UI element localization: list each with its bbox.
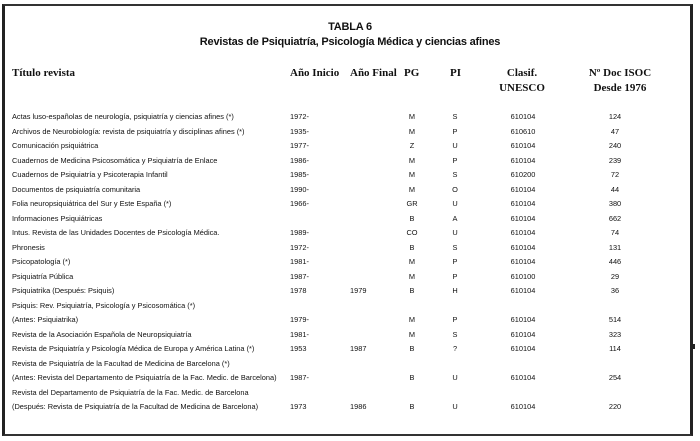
table-row [0, 342, 700, 356]
cell-clasif-unesco: 610200 [510, 170, 536, 179]
cell-pg: B [409, 344, 415, 353]
cell-ndoc-isoc: 662 [608, 213, 622, 223]
cell-clasif-unesco: 610104 [510, 112, 536, 121]
cell-ano-inicio: 1978 [290, 286, 307, 295]
cell-pi: A [452, 213, 458, 223]
table-row [0, 313, 700, 327]
cell-clasif-unesco: 610100 [510, 271, 536, 281]
cell-ano-inicio: 1981- [290, 329, 309, 339]
cell-ndoc-isoc: 514 [608, 315, 622, 324]
cell-titulo: Cuadernos de Psiquiatría y Psicoterapia Infantil [12, 170, 168, 179]
cell-clasif-unesco: 610104 [510, 155, 536, 165]
cell-titulo: Archivos de Neurobiología: revista de psiquiatría y disciplinas afines (*) [12, 126, 245, 136]
table-row [0, 400, 700, 414]
cell-ano-inicio: 1981- [290, 257, 309, 266]
cell-pg: Z [409, 141, 415, 150]
table-row [0, 125, 700, 139]
col-header-ndoc: Nº Doc ISOC [588, 67, 652, 79]
cell-clasif-unesco: 610104 [510, 228, 536, 237]
cell-titulo: (Antes: Psiquiatrika) [12, 315, 79, 324]
cell-ano-inicio: 1953 [290, 344, 307, 353]
cell-ano-inicio: 1989- [290, 228, 309, 237]
table-title: Revistas de Psiquiatría, Psicología Médica y ciencias afines [199, 36, 501, 48]
table-row [0, 139, 700, 153]
cell-clasif-unesco: 610104 [510, 286, 536, 295]
cell-pi: P [452, 126, 458, 136]
cell-titulo: (Después: Revista de Psiquiatría de la Facultad de Medicina de Barcelona) [12, 402, 259, 411]
cell-titulo: Documentos de psiquiatría comunitaria [12, 184, 141, 194]
cell-clasif-unesco: 610104 [510, 344, 536, 353]
cell-pi: P [452, 315, 458, 324]
cell-pi: P [452, 155, 458, 165]
cell-clasif-unesco: 610104 [510, 213, 536, 223]
cell-clasif-unesco: 610104 [510, 184, 536, 194]
cell-pg: M [408, 155, 416, 165]
cell-pi: U [452, 402, 458, 411]
cell-ano-inicio: 1935- [290, 126, 309, 136]
table-row [0, 110, 700, 124]
col-header-ano-final: Año Final [350, 67, 397, 79]
cell-ndoc-isoc: 74 [610, 228, 620, 237]
cell-clasif-unesco: 610104 [510, 242, 536, 252]
cell-ndoc-isoc: 47 [610, 126, 620, 136]
cell-ndoc-isoc: 254 [608, 373, 622, 382]
cell-clasif-unesco: 610104 [510, 257, 536, 266]
cell-clasif-unesco: 610104 [510, 199, 536, 208]
cell-titulo: Revista del Departamento de Psiquiatría de la Fac. Medic. de Barcelona [12, 387, 249, 397]
cell-ndoc-isoc: 380 [608, 199, 622, 208]
table-label: TABLA 6 [328, 21, 372, 33]
cell-pi: O [452, 184, 458, 194]
table-row [0, 197, 700, 211]
cell-ndoc-isoc: 36 [610, 286, 620, 295]
cell-ano-inicio: 1972- [290, 112, 309, 121]
table-row [0, 154, 700, 168]
cell-pi: S [452, 242, 458, 252]
cell-titulo: Revista de Psiquiatría de la Facultad de Medicina de Barcelona (*) [12, 358, 230, 368]
cell-titulo: Intus. Revista de las Unidades Docentes de Psicología Médica. [12, 228, 220, 237]
cell-ano-final: 1987 [350, 344, 367, 353]
cell-clasif-unesco: 610104 [510, 373, 536, 382]
cell-clasif-unesco: 610104 [510, 141, 536, 150]
cell-ndoc-isoc: 240 [608, 141, 622, 150]
cell-titulo: Cuadernos de Medicina Psicosomática y Psiquiatría de Enlace [12, 155, 218, 165]
cell-clasif-unesco: 610104 [510, 329, 536, 339]
cell-pi: S [452, 329, 458, 339]
cell-titulo: (Antes: Revista del Departamento de Psiquiatría de la Fac. Medic. de Barcelona) [12, 373, 277, 382]
cell-titulo: Psiquis: Rev. Psiquiatría, Psicología y Psicosomática (*) [12, 300, 196, 310]
col-header-ndoc-desde: Desde 1976 [593, 82, 647, 94]
cell-titulo: Revista de la Asociación Española de Neuropsiquiatría [12, 329, 192, 339]
cell-ano-inicio: 1986- [290, 155, 309, 165]
col-header-pi: PI [450, 67, 461, 79]
cell-pi: S [452, 112, 458, 121]
col-header-pg: PG [404, 67, 420, 79]
col-header-clasif: Clasif. [506, 67, 538, 79]
cell-ndoc-isoc: 220 [608, 402, 622, 411]
cell-ano-inicio: 1966- [290, 199, 309, 208]
col-header-clasif-unesco: UNESCO [499, 82, 545, 94]
cell-ndoc-isoc: 131 [608, 242, 622, 252]
cell-ano-inicio: 1987- [290, 373, 309, 382]
table-row [0, 226, 700, 240]
cell-clasif-unesco: 610104 [510, 402, 536, 411]
cell-pg: M [408, 126, 416, 136]
col-header-titulo: Título revista [12, 67, 76, 79]
cell-pi: S [452, 170, 458, 179]
table-row [0, 328, 700, 342]
cell-pi: U [452, 228, 458, 237]
table-row [0, 371, 700, 385]
table-row [0, 270, 700, 284]
cell-ano-final: 1986 [350, 402, 367, 411]
cell-pi: U [452, 141, 458, 150]
cell-titulo: Psicopatología (*) [12, 257, 71, 266]
cell-titulo: Phronesis [12, 242, 45, 252]
table-row [0, 168, 700, 182]
cell-titulo: Folia neuropsiquiátrica del Sur y Este España (*) [12, 199, 172, 208]
cell-ndoc-isoc: 44 [610, 184, 620, 194]
cell-pg: M [408, 315, 416, 324]
cell-clasif-unesco: 610104 [510, 315, 536, 324]
cell-ndoc-isoc: 29 [610, 271, 620, 281]
cell-clasif-unesco: 610610 [510, 126, 536, 136]
col-header-ano-inicio: Año Inicio [290, 67, 340, 79]
cell-ndoc-isoc: 124 [608, 112, 622, 121]
cell-ano-inicio: 1990- [290, 184, 309, 194]
table-row [0, 357, 700, 371]
cell-pg: M [408, 329, 416, 339]
cell-titulo: Actas luso-españolas de neurología, psiquiatría y ciencias afines (*) [12, 112, 234, 121]
cell-ndoc-isoc: 114 [609, 344, 621, 353]
cell-ano-inicio: 1977- [290, 141, 309, 150]
cell-titulo: Psiquiatría Pública [12, 271, 74, 281]
table-row [0, 255, 700, 269]
table-row [0, 183, 700, 197]
cell-ano-inicio: 1979- [290, 315, 309, 324]
cell-ano-final: 1979 [350, 286, 367, 295]
cell-pg: B [409, 286, 415, 295]
table-row [0, 299, 700, 313]
cell-pi: H [452, 286, 458, 295]
cell-ndoc-isoc: 72 [610, 170, 620, 179]
cell-titulo: Revista de Psiquiatría y Psicología Médica de Europa y América Latina (*) [12, 344, 255, 353]
cell-pg: M [408, 112, 416, 121]
cell-pg: B [409, 402, 415, 411]
cell-pg: M [408, 184, 416, 194]
cell-ano-inicio: 1972- [290, 242, 309, 252]
cell-pg: B [409, 242, 415, 252]
table-row [0, 284, 700, 298]
cell-pg: B [409, 373, 415, 382]
cell-pg: B [409, 213, 415, 223]
cell-titulo: Psiquiatrika (Después: Psiquis) [12, 286, 115, 295]
cell-pg: M [408, 271, 416, 281]
cell-titulo: Informaciones Psiquiátricas [12, 213, 103, 223]
cell-pi: ? [452, 344, 458, 353]
cell-ndoc-isoc: 239 [608, 155, 622, 165]
cell-ano-inicio: 1987- [290, 271, 309, 281]
cell-titulo: Comunicación psiquiátrica [12, 141, 99, 150]
cell-pi: P [452, 257, 458, 266]
cell-pi: U [452, 199, 458, 208]
cell-pg: CO [406, 228, 418, 237]
cell-pg: M [408, 257, 416, 266]
cell-ano-inicio: 1985- [290, 170, 309, 179]
table-row [0, 386, 700, 400]
cell-pi: U [452, 373, 458, 382]
cell-pg: GR [406, 199, 418, 208]
cell-pg: M [408, 170, 416, 179]
table-row [0, 212, 700, 226]
cell-pi: P [452, 271, 458, 281]
table-row [0, 241, 700, 255]
cell-ndoc-isoc: 446 [608, 257, 622, 266]
cell-ndoc-isoc: 323 [608, 329, 622, 339]
cell-ano-inicio: 1973 [290, 402, 307, 411]
